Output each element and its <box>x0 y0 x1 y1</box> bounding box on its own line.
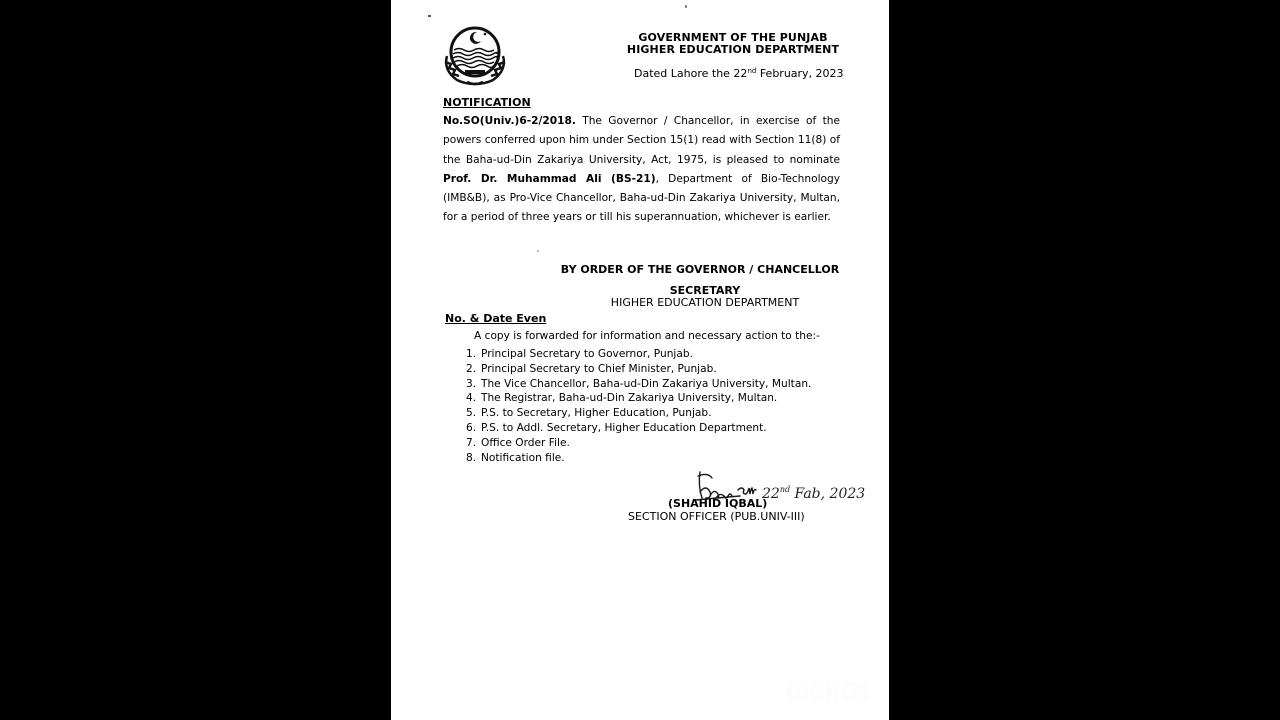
list-text: Principal Secretary to Governor, Punjab. <box>481 348 693 360</box>
list-item <box>466 362 811 377</box>
list-number: 8. <box>466 451 477 464</box>
list-item <box>466 406 811 421</box>
header-government: GOVERNMENT OF THE PUNJAB <box>638 31 828 44</box>
list-text: Notification file. <box>481 451 565 464</box>
list-text: The Vice Chancellor, Baha-ud-Din Zakariya University, Multan. <box>481 377 812 390</box>
list-number: 2. <box>466 362 477 375</box>
list-text: P.S. to Addl. Secretary, Higher Education Department. <box>481 421 767 434</box>
scan-speck <box>537 250 539 252</box>
dated-line <box>634 67 844 81</box>
list-item <box>466 377 811 392</box>
list-number: 3. <box>466 377 477 390</box>
handwritten-date-rest: Fab, 2023 <box>790 486 866 502</box>
list-item <box>466 391 811 406</box>
list-item <box>466 436 811 451</box>
list-item <box>466 347 811 362</box>
no-date-even: No. & Date Even <box>445 312 547 325</box>
handwritten-date-ordinal: nd <box>779 485 791 494</box>
list-number: 7. <box>466 436 477 449</box>
list-text: Principal Secretary to Chief Minister, Punjab. <box>481 362 717 375</box>
inshot-watermark: InShOt <box>785 680 870 705</box>
order-line: BY ORDER OF THE GOVERNOR / CHANCELLOR <box>560 263 840 276</box>
scan-speck <box>685 5 687 8</box>
signer-name: (SHAHID IQBAL) <box>668 497 768 510</box>
dated-suffix: February, 2023 <box>756 67 844 80</box>
list-item <box>466 451 811 466</box>
body-text-1: The Governor / Chancellor, in exercise of the powers conferred upon him under Section 15(1) read with Section 11(8) of the Baha-ud-Din Zakariya University, Act, 1975, is pleased to nominate <box>443 115 840 166</box>
scan-speck <box>428 15 431 17</box>
header-department: HIGHER EDUCATION DEPARTMENT <box>626 43 840 56</box>
handwritten-date <box>762 486 865 502</box>
secretary-title: SECRETARY <box>669 284 741 297</box>
signer-title: SECTION OFFICER (PUB.UNIV-III) <box>628 510 805 523</box>
list-text: The Registrar, Baha-ud-Din Zakariya University, Multan. <box>481 392 778 405</box>
dated-prefix: Dated Lahore the 22 <box>634 67 748 80</box>
list-item <box>466 421 811 436</box>
list-number: 4. <box>466 392 477 405</box>
body-text-2: , Department of Bio-Technology (IMB&B), as Pro-Vice Chancellor, Baha-ud-Din Zakariya University, Multan, for a period of three years or till his superannuation, whichever is earlier. <box>443 172 840 224</box>
nominee-name: Prof. Dr. Muhammad Ali (BS-21) <box>443 172 656 185</box>
notification-body <box>443 112 840 228</box>
copy-forwarded-intro: A copy is forwarded for information and necessary action to the:- <box>474 330 820 342</box>
distribution-list <box>466 347 811 465</box>
dated-ordinal: nd <box>747 67 757 75</box>
list-number: 5. <box>466 407 477 420</box>
list-text: Office Order File. <box>481 436 570 449</box>
reference-number: No.SO(Univ.)6-2/2018. <box>443 115 576 127</box>
notification-title: NOTIFICATION <box>443 96 531 109</box>
list-number: 6. <box>466 421 477 434</box>
list-number: 1. <box>466 348 477 360</box>
punjab-emblem-icon <box>439 22 511 88</box>
handwritten-date-day: 22 <box>762 486 780 502</box>
secretary-department: HIGHER EDUCATION DEPARTMENT <box>610 296 800 309</box>
list-text: P.S. to Secretary, Higher Education, Punjab. <box>481 407 712 420</box>
